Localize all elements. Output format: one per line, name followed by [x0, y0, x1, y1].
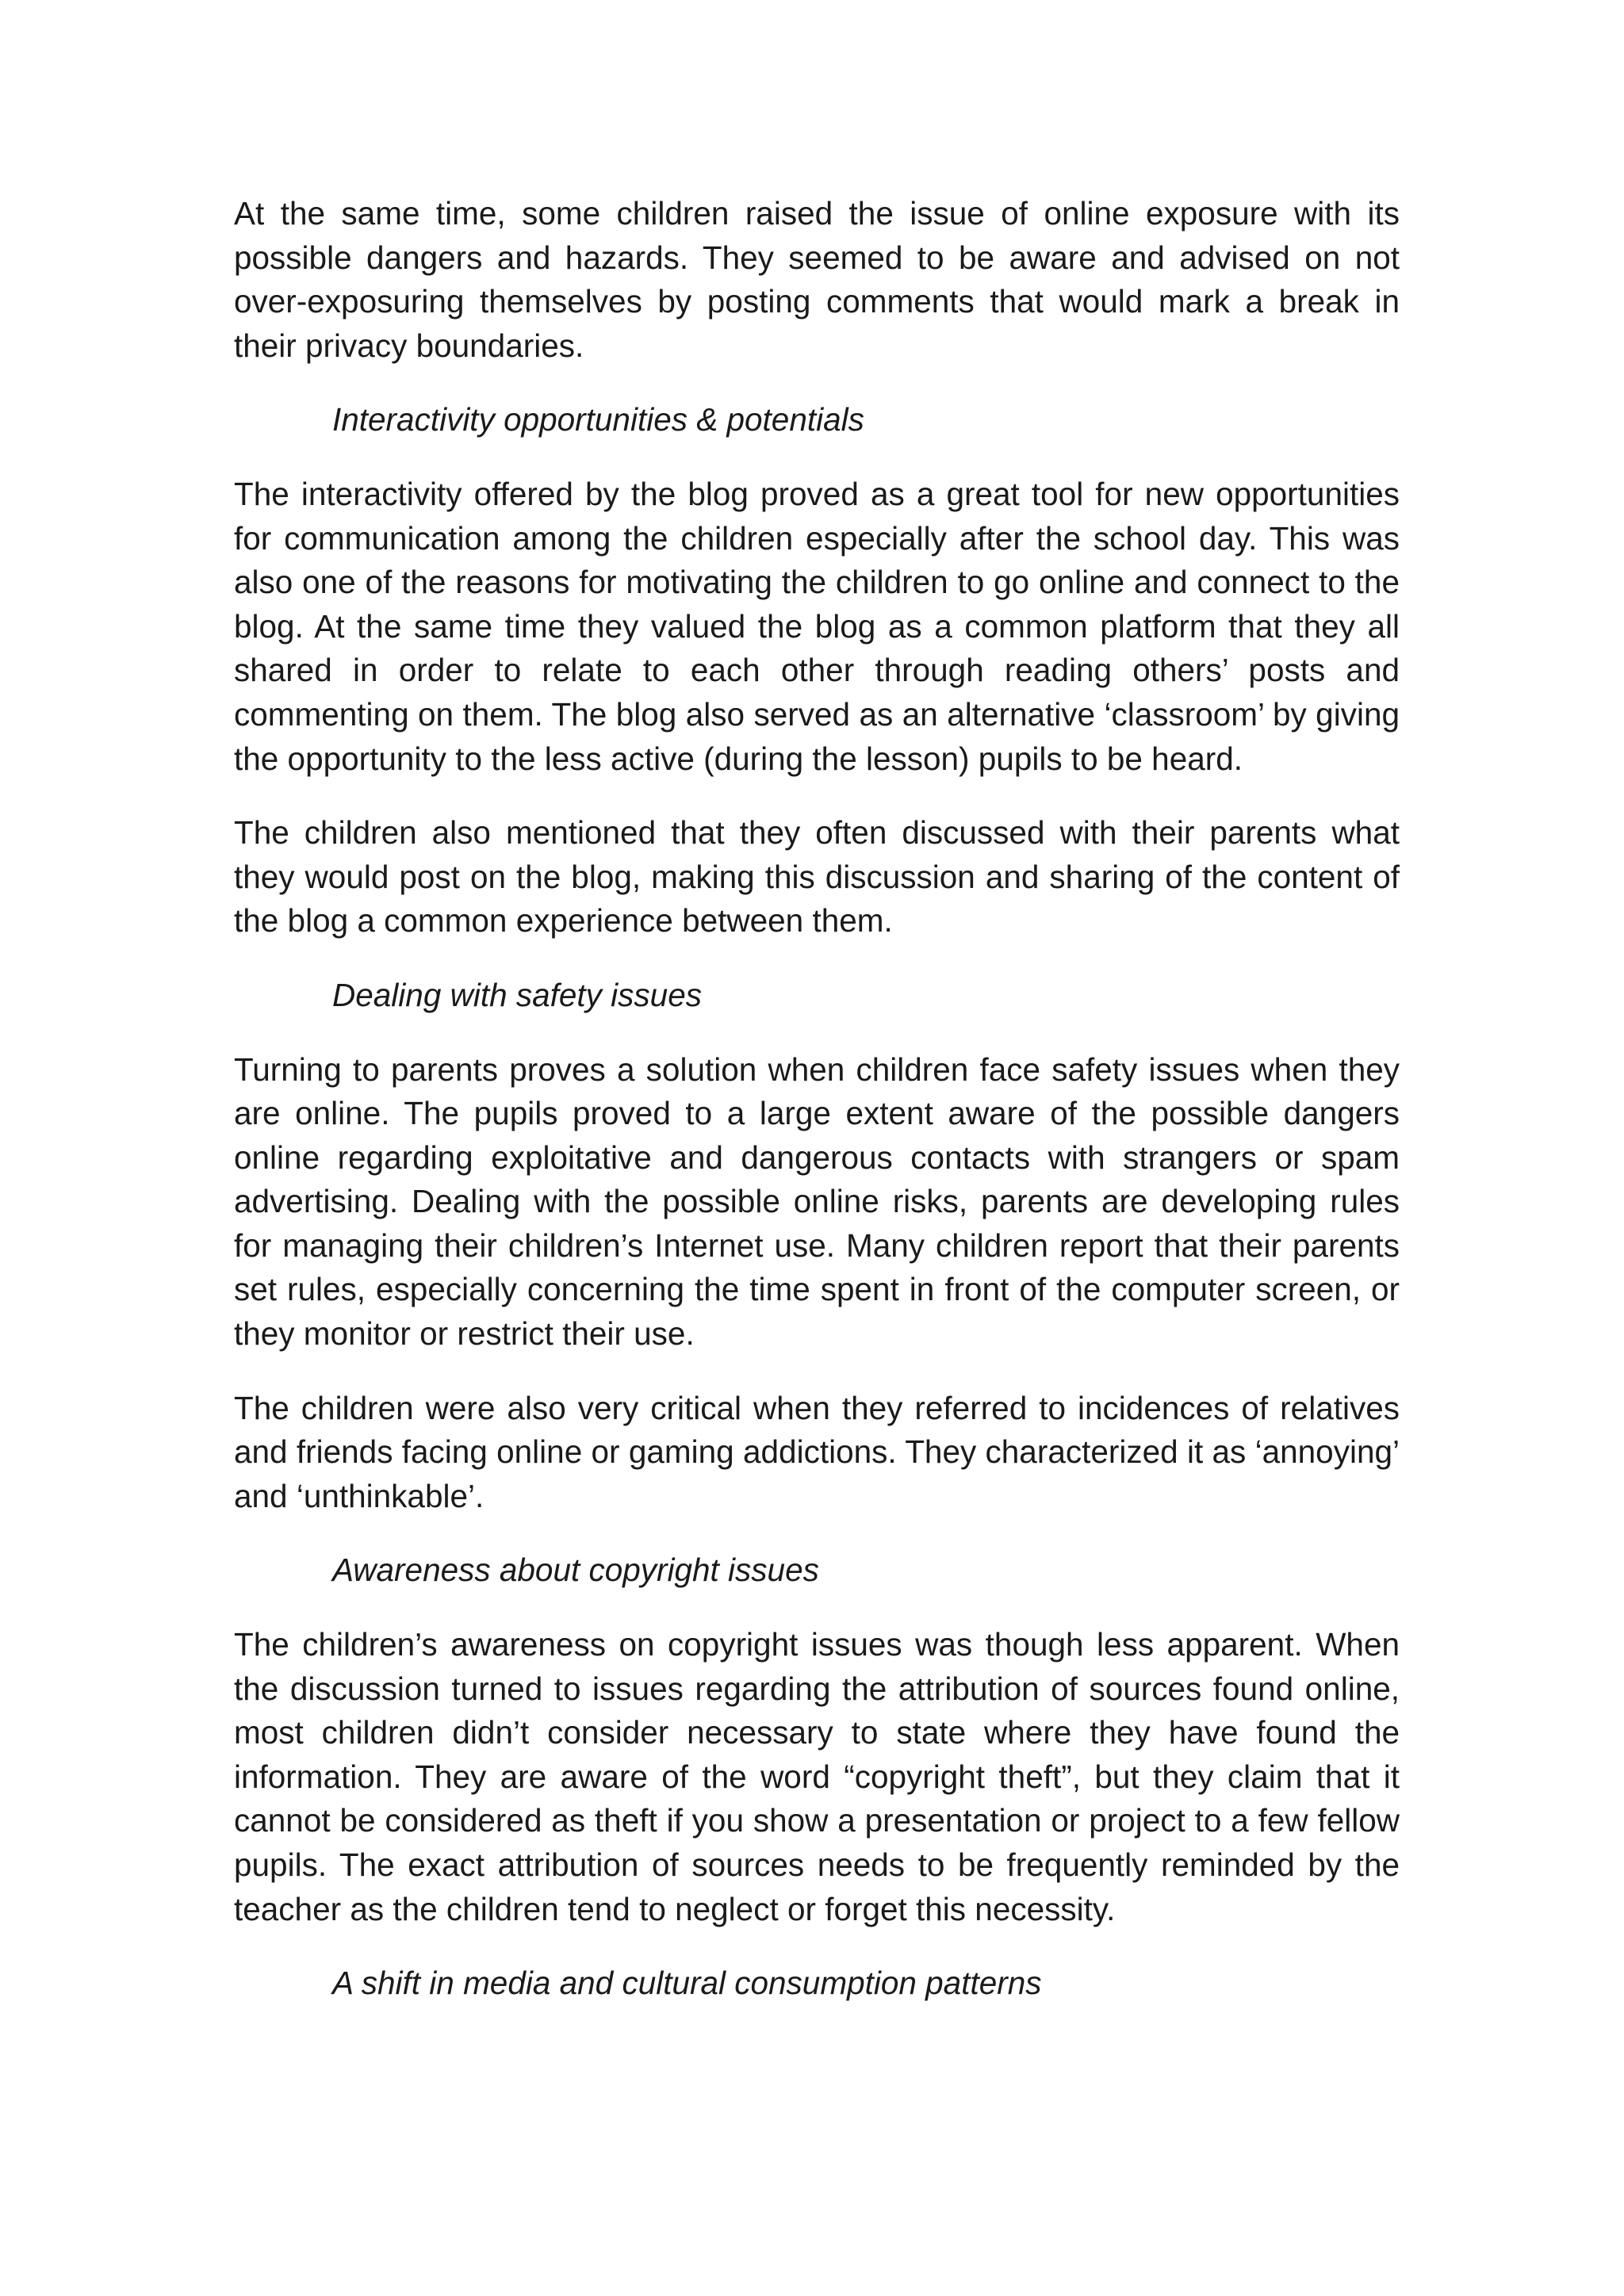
paragraph-addictions: The children were also very critical when they referred to incidences of relatives and friends facing online or gaming addictions. They characterized it as ‘annoying’ and ‘unthinkable’.: [234, 1389, 1400, 1514]
paragraph-parents-discussion: The children also mentioned that they often discussed with their parents what they would post on the blog, making this discussion and sharing of the content of the blog a common experience between them.: [234, 814, 1400, 939]
paragraph-interactivity: The interactivity offered by the blog proved as a great tool for new opportunities for communication among the children especially after the school day. This was also one of the reasons for motivating the children to go online and connect to the blog. At the same time they valued the blog as a common platform that they all shared in order to relate to each other through reading others’ posts and commenting on them. The blog also served as an alternative ‘classroom’ by giving the opportunity to the less active (during the lesson) pupils to be heard.: [234, 475, 1400, 777]
paragraph-copyright: The children’s awareness on copyright issues was though less apparent. When the discussion turned to issues regarding the attribution of sources found online, most children didn’t consider necessary to state where they have found the information. They are aware of the word “copyright theft”, but they claim that it cannot be considered as theft if you show a presentation or project to a few fellow pupils. The exact attribution of sources needs to be frequently reminded by the teacher as the children tend to neglect or forget this necessity.: [234, 1626, 1400, 1927]
subheading-interactivity: Interactivity opportunities & potentials: [332, 401, 864, 438]
paragraph-online-exposure: At the same time, some children raised the issue of online exposure with its possible dangers and hazards. They seemed to be aware and advised on not over-exposuring themselves by posting comments that would mark a break in their privacy boundaries.: [234, 195, 1400, 364]
document-page: [234, 192, 1400, 2036]
subheading-copyright: Awareness about copyright issues: [332, 1552, 819, 1589]
paragraph-safety: Turning to parents proves a solution when children face safety issues when they are online. The pupils proved to a large extent aware of the possible dangers online regarding exploitative and dangerous contacts with strangers or spam advertising. Dealing with the possible online risks, parents are developing rules for managing their children’s Internet use. Many children report that their parents set rules, especially concerning the time spent in front of the computer screen, or they monitor or restrict their use.: [234, 1050, 1400, 1353]
subheading-media-shift: A shift in media and cultural consumption patterns: [332, 1965, 1042, 2002]
subheading-safety: Dealing with safety issues: [332, 976, 702, 1013]
